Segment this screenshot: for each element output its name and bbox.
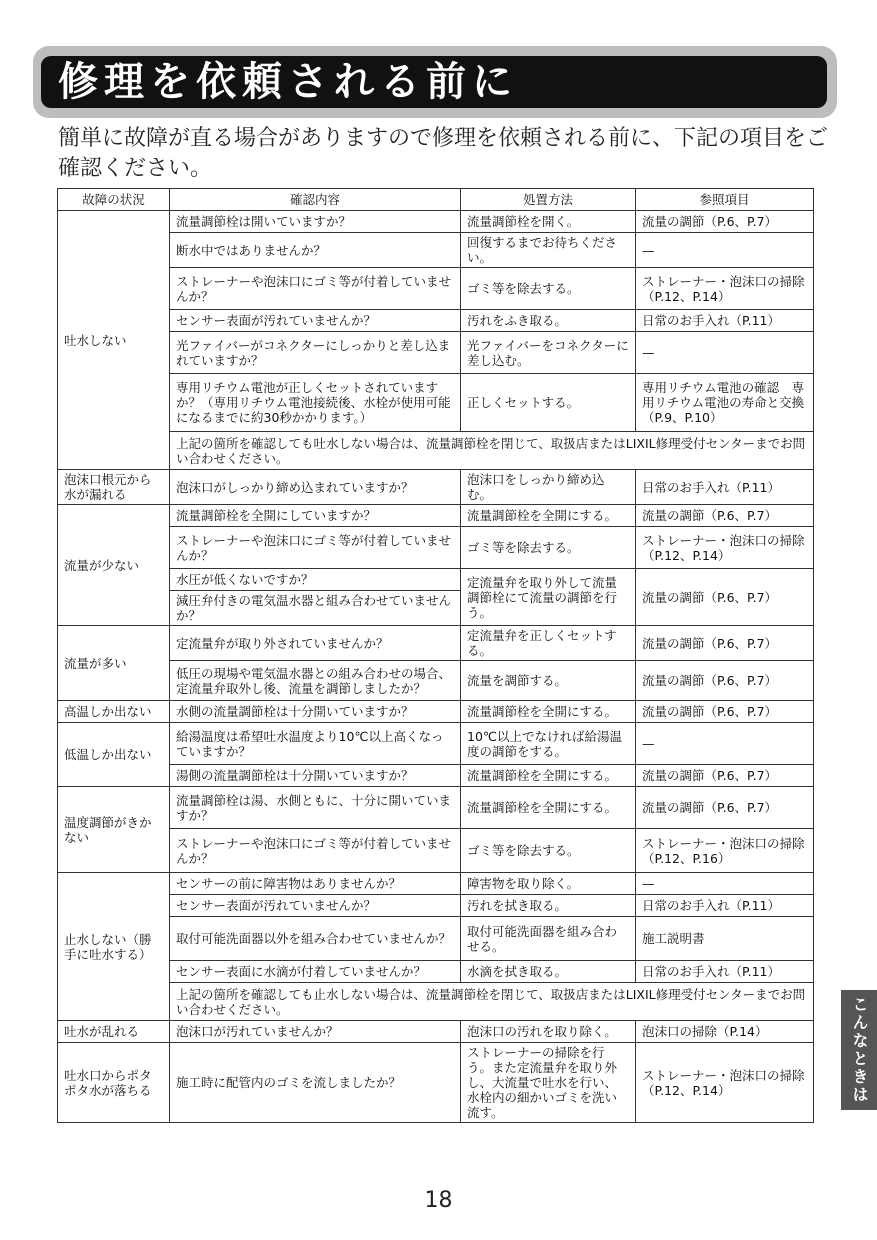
action-cell: 光ファイバーをコネクターに差し込む。 [461,332,636,374]
intro-text: 簡単に故障が直る場合がありますので修理を依頼される前に、下記の項目をご確認ください。 [58,126,829,181]
reference-cell: 流量の調節（P.6、P.7） [636,626,814,661]
action-cell: 流量調節栓を全開にする。 [461,765,636,787]
reference-cell: ストレーナー・泡沫口の掃除（P.12、P.14） [636,527,814,569]
check-cell: 取付可能洗面器以外を組み合わせていませんか？ [170,917,461,961]
check-cell: 減圧弁付きの電気温水器と組み合わせていませんか？ [170,591,461,626]
action-cell: 汚れを拭き取る。 [461,895,636,917]
reference-cell: 流量の調節（P.6、P.7） [636,787,814,829]
action-cell: 水滴を拭き取る。 [461,961,636,983]
check-cell: 流量調節栓は湯、水側ともに、十分に開いていますか？ [170,787,461,829]
reference-cell: — [636,873,814,895]
troubleshooting-table [57,188,814,1123]
header-check: 確認内容 [170,189,461,211]
check-cell: センサーの前に障害物はありませんか？ [170,873,461,895]
table-row [58,983,814,1021]
table-header-row [58,189,814,211]
page-title: 修理を依頼される前に [58,59,518,105]
header-action: 処置方法 [461,189,636,211]
table-row [58,211,814,233]
action-cell: 流量調節栓を全開にする。 [461,505,636,527]
check-cell: 水圧が低くないですか？ [170,569,461,591]
action-cell: 泡沫口をしっかり締め込む。 [461,470,636,505]
reference-cell: 日常のお手入れ（P.11） [636,895,814,917]
table-row [58,961,814,983]
check-cell: 定流量弁が取り外されていませんか？ [170,626,461,661]
reference-cell: 日常のお手入れ（P.11） [636,470,814,505]
table-row [58,917,814,961]
table-row [58,569,814,591]
status-cell: 高温しか出ない [58,701,170,723]
status-cell: 泡沫口根元から水が漏れる [58,470,170,505]
status-cell: 吐水口からポタポタ水が落ちる [58,1043,170,1123]
reference-cell: — [636,332,814,374]
status-cell: 吐水が乱れる [58,1021,170,1043]
check-cell: 泡沫口が汚れていませんか？ [170,1021,461,1043]
action-cell: 定流量弁を正しくセットする。 [461,626,636,661]
reference-cell: ストレーナー・泡沫口の掃除（P.12、P.16） [636,829,814,873]
table-row [58,332,814,374]
note-cell: 上記の箇所を確認しても止水しない場合は、流量調節栓を閉じて、取扱店またはLIXIL修理受付センターまでお問い合わせください。 [170,983,814,1021]
check-cell: センサー表面が汚れていませんか？ [170,310,461,332]
status-cell: 温度調節がきかない [58,787,170,873]
reference-cell: ストレーナー・泡沫口の掃除（P.12、P.14） [636,1043,814,1123]
table-row [58,1021,814,1043]
reference-cell: ストレーナー・泡沫口の掃除（P.12、P.14） [636,268,814,310]
reference-cell: 泡沫口の掃除（P.14） [636,1021,814,1043]
action-cell: ゴミ等を除去する。 [461,829,636,873]
table-row [58,701,814,723]
reference-cell: 流量の調節（P.6、P.7） [636,569,814,626]
table-row [58,527,814,569]
check-cell: ストレーナーや泡沫口にゴミ等が付着していませんか？ [170,829,461,873]
action-cell: 定流量弁を取り外して流量調節栓にて流量の調節を行う。 [461,569,636,626]
page-number: 18 [424,1188,453,1213]
reference-cell: 流量の調節（P.6、P.7） [636,701,814,723]
reference-cell: 流量の調節（P.6、P.7） [636,661,814,701]
table-row [58,432,814,470]
action-cell: 取付可能洗面器を組み合わせる。 [461,917,636,961]
action-cell: 流量調節栓を全開にする。 [461,787,636,829]
check-cell: センサー表面に水滴が付着していませんか？ [170,961,461,983]
action-cell: ゴミ等を除去する。 [461,527,636,569]
section-tab: こんなときは [841,990,877,1110]
reference-cell: 流量の調節（P.6、P.7） [636,211,814,233]
reference-cell: 日常のお手入れ（P.11） [636,961,814,983]
table-row [58,787,814,829]
check-cell: センサー表面が汚れていませんか？ [170,895,461,917]
check-cell: 断水中ではありませんか？ [170,233,461,268]
table-row [58,374,814,432]
check-cell: 施工時に配管内のゴミを流しましたか？ [170,1043,461,1123]
table-body [58,211,814,1123]
check-cell: 光ファイバーがコネクターにしっかりと差し込まれていますか？ [170,332,461,374]
check-cell: 給湯温度は希望吐水温度より10℃以上高くなっていますか？ [170,723,461,765]
table-row [58,233,814,268]
table-row [58,895,814,917]
check-cell: 低圧の現場や電気温水器との組み合わせの場合、定流量弁取外し後、流量を調節しましたか？ [170,661,461,701]
check-cell: 流量調節栓を全開にしていますか？ [170,505,461,527]
reference-cell: 流量の調節（P.6、P.7） [636,505,814,527]
action-cell: ゴミ等を除去する。 [461,268,636,310]
note-cell: 上記の箇所を確認しても吐水しない場合は、流量調節栓を閉じて、取扱店またはLIXIL修理受付センターまでお問い合わせください。 [170,432,814,470]
action-cell: 10℃以上でなければ給湯温度の調節をする。 [461,723,636,765]
table-row [58,310,814,332]
reference-cell: 流量の調節（P.6、P.7） [636,765,814,787]
action-cell: 回復するまでお待ちください。 [461,233,636,268]
action-cell: 汚れをふき取る。 [461,310,636,332]
table-row [58,1043,814,1123]
status-cell: 吐水しない [58,211,170,470]
reference-cell: 施工説明書 [636,917,814,961]
action-cell: 泡沫口の汚れを取り除く。 [461,1021,636,1043]
check-cell: 流量調節栓は開いていますか？ [170,211,461,233]
status-cell: 流量が少ない [58,505,170,626]
table-row [58,626,814,661]
action-cell: 正しくセットする。 [461,374,636,432]
table-row [58,765,814,787]
table-row [58,470,814,505]
header-reference: 参照項目 [636,189,814,211]
table-row [58,829,814,873]
action-cell: 障害物を取り除く。 [461,873,636,895]
table-row [58,723,814,765]
status-cell: 流量が多い [58,626,170,701]
check-cell: ストレーナーや泡沫口にゴミ等が付着していませんか？ [170,268,461,310]
status-cell: 低温しか出ない [58,723,170,787]
table-row [58,268,814,310]
check-cell: ストレーナーや泡沫口にゴミ等が付着していませんか？ [170,527,461,569]
reference-cell: — [636,723,814,765]
reference-cell: 専用リチウム電池の確認 専用リチウム電池の寿命と交換（P.9、P.10） [636,374,814,432]
table-row [58,661,814,701]
action-cell: 流量を調節する。 [461,661,636,701]
reference-cell: 日常のお手入れ（P.11） [636,310,814,332]
check-cell: 専用リチウム電池が正しくセットされていますか？（専用リチウム電池接続後、水栓が使用可能になるまでに約30秒かかります。） [170,374,461,432]
table-row [58,505,814,527]
table-row [58,873,814,895]
check-cell: 泡沫口がしっかり締め込まれていますか？ [170,470,461,505]
action-cell: ストレーナーの掃除を行う。また定流量弁を取り外し、大流量で吐水を行い、水栓内の細かいゴミを洗い流す。 [461,1043,636,1123]
check-cell: 水側の流量調節栓は十分開いていますか？ [170,701,461,723]
action-cell: 流量調節栓を開く。 [461,211,636,233]
check-cell: 湯側の流量調節栓は十分開いていますか？ [170,765,461,787]
status-cell: 止水しない（勝手に吐水する） [58,873,170,1021]
header-status: 故障の状況 [58,189,170,211]
reference-cell: — [636,233,814,268]
action-cell: 流量調節栓を全開にする。 [461,701,636,723]
